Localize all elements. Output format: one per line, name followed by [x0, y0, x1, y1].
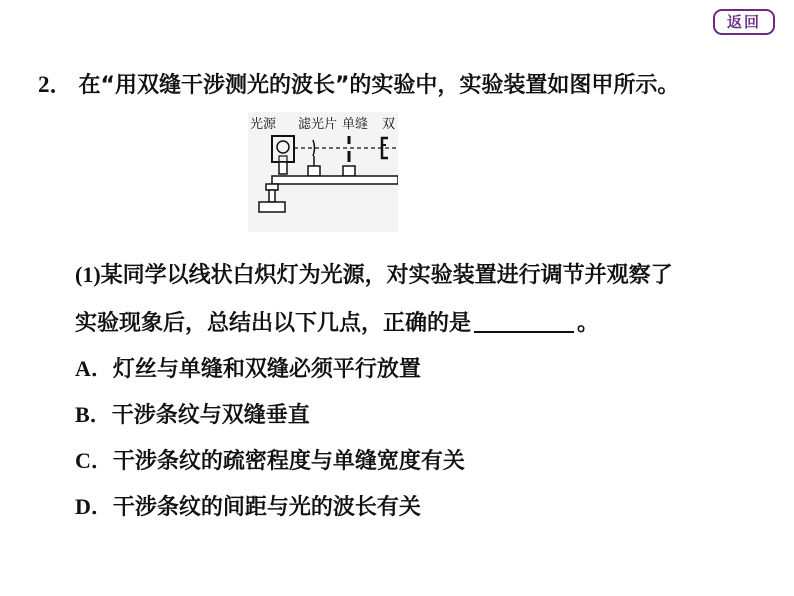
option-text: 干涉条纹与双缝垂直: [111, 403, 310, 428]
part1-line2: [75, 306, 599, 337]
label-single-slit: 单缝: [342, 117, 369, 132]
back-button[interactable]: 返回: [713, 9, 775, 35]
question-number: 2．: [38, 72, 73, 97]
label-filter: 滤光片: [298, 117, 338, 132]
part1-text-line2: 实验现象后，总结出以下几点，正确的是: [75, 311, 472, 336]
part1-line1: [75, 258, 673, 289]
option-a: [75, 352, 421, 383]
option-text: 干涉条纹的疏密程度与单缝宽度有关: [112, 449, 465, 474]
option-letter: C．: [75, 448, 113, 473]
part1-line2-end: 。: [577, 311, 600, 336]
answer-blank[interactable]: [474, 311, 574, 333]
option-letter: B．: [75, 402, 112, 427]
option-d: [75, 490, 421, 521]
option-b: [75, 398, 310, 429]
question-stem: 在“用双缝干涉测光的波长”的实验中，实验装置如图甲所示。: [78, 73, 680, 98]
optical-rail: [272, 176, 398, 184]
label-double-slit: 双: [382, 117, 396, 132]
part1-lead: (1): [75, 262, 101, 287]
part1-text-line1: 某同学以线状白炽灯为光源，对实验装置进行调节并观察了: [100, 263, 673, 288]
option-letter: D．: [75, 494, 113, 519]
option-text: 灯丝与单缝和双缝必须平行放置: [112, 357, 421, 382]
option-text: 干涉条纹的间距与光的波长有关: [112, 495, 421, 520]
option-letter: A．: [75, 356, 113, 381]
question-stem-line: [38, 66, 679, 99]
option-c: [75, 444, 465, 475]
experiment-apparatus-figure: [248, 112, 398, 232]
label-light-source: 光源: [250, 117, 277, 132]
